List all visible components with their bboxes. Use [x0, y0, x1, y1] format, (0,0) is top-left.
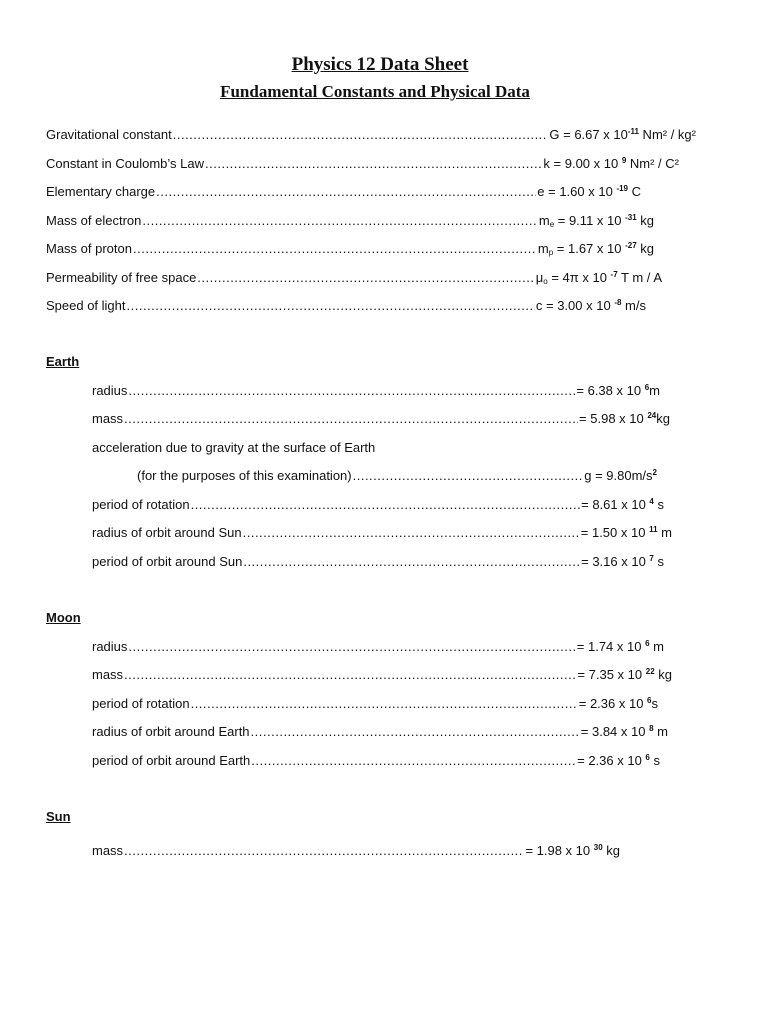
- moon-value: = 2.36 x 10 $^6$ s: [577, 753, 660, 768]
- moon-row-radius: radius ..... = 1.74 x 10 $^6$ m: [92, 638, 664, 656]
- earth-value: = 3.16 x 10 $^7$ s: [581, 554, 664, 569]
- moon-row-period-rotation: period of rotation ..... = 2.36 x 10 $^6$s: [92, 695, 658, 713]
- earth-value: = 1.50 x 10 $^{11}$ m: [580, 525, 672, 540]
- constant-row-speed-of-light: Speed of light ..... c = 3.00 x 10 $^{-8}$ m/s: [46, 297, 646, 315]
- constant-value: G = 6.67 x $10^{-11}$ Nm² / kg²: [549, 127, 696, 142]
- earth-row-gravity-value: (for the purposes of this examination) ..... $g = 9.80m/s^2$: [137, 467, 657, 485]
- constant-row-gravitational: Gravitational constant ..... G = 6.67 x $10^{-11}$ Nm² / kg²: [46, 126, 696, 144]
- constant-row-permeability: Permeability of free space ..... $\mu_o = 4\pi$ x 10 $^{-7}$ T m / A: [46, 269, 662, 287]
- constant-row-proton-mass: Mass of proton ..... $m_p = 1.67$ x 10 $^{-27}$ kg: [46, 240, 654, 258]
- moon-value: = 3.84 x 10 $^8$ m: [580, 724, 668, 739]
- constant-row-coulomb: Constant in Coulomb’s Law ..... k = 9.00 x 10 $^9$ Nm² / C²: [46, 155, 679, 173]
- constant-value: $m_e = 9.11$ x 10 $^{-31}$ kg: [538, 213, 654, 229]
- constant-value: k = 9.00 x 10 $^9$ Nm² / C²: [543, 156, 679, 171]
- earth-row-period-rotation: period of rotation ..... = 8.61 x 10 $^4$ s: [92, 496, 664, 514]
- constant-value: e = 1.60 x 10 $^{-19}$ C: [537, 184, 641, 199]
- constant-value: $m_p = 1.67$ x 10 $^{-27}$ kg: [537, 241, 654, 257]
- page-subtitle: Fundamental Constants and Physical Data: [220, 82, 530, 101]
- section-heading-moon: Moon: [46, 610, 81, 625]
- constant-row-electron-mass: Mass of electron ..... $m_e = 9.11$ x 10 $^{-31}$ kg: [46, 212, 654, 230]
- moon-value: = 1.74 x 10 $^6$ m: [576, 639, 664, 654]
- moon-row-mass: mass ..... = 7.35 x 10 $^{22}$ kg: [92, 666, 672, 684]
- constant-value: c = 3.00 x 10 $^{-8}$ m/s: [535, 298, 646, 313]
- earth-value: = 6.38 x 10 $^6$m: [576, 383, 660, 398]
- earth-row-radius: radius ..... = 6.38 x 10 $^6$m: [92, 382, 660, 400]
- earth-row-gravity-label: acceleration due to gravity at the surface of Earth: [92, 440, 376, 455]
- sun-row-mass: mass ..... = 1.98 x 10 $^{30}$ kg: [92, 842, 620, 860]
- earth-row-mass: mass ..... = 5.98 x 10 $^{24}$kg: [92, 410, 670, 428]
- moon-row-orbit-radius: radius of orbit around Earth ..... = 3.84 x 10 $^8$ m: [92, 723, 668, 741]
- moon-value: = 7.35 x 10 $^{22}$ kg: [577, 667, 672, 682]
- moon-row-orbit-period: period of orbit around Earth ..... = 2.36 x 10 $^6$ s: [92, 752, 660, 770]
- moon-value: = 2.36 x 10 $^6$s: [578, 696, 658, 711]
- earth-row-orbit-radius: radius of orbit around Sun ..... = 1.50 x 10 $^{11}$ m: [92, 524, 672, 542]
- earth-value: = 5.98 x 10 $^{24}$kg: [579, 411, 670, 426]
- earth-row-orbit-period: period of orbit around Sun ..... = 3.16 x 10 $^7$ s: [92, 553, 664, 571]
- constant-row-elementary-charge: Elementary charge ..... e = 1.60 x 10 $^{-19}$ C: [46, 183, 641, 201]
- page-title: Physics 12 Data Sheet: [291, 54, 469, 75]
- section-heading-sun: Sun: [46, 809, 71, 824]
- sun-value: = 1.98 x 10 $^{30}$ kg: [525, 843, 620, 858]
- earth-value: = 8.61 x 10 $^4$ s: [581, 497, 664, 512]
- constant-value: $\mu_o = 4\pi$ x 10 $^{-7}$ T m / A: [535, 270, 662, 286]
- earth-value: $g = 9.80m/s^2$: [584, 468, 657, 483]
- section-heading-earth: Earth: [46, 354, 80, 369]
